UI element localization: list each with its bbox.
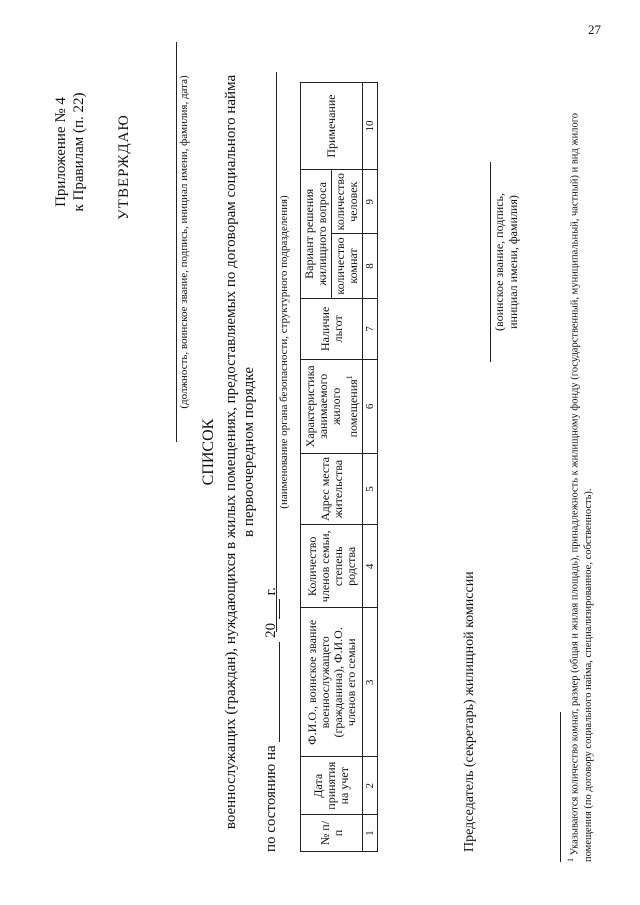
column-number: 5	[363, 453, 378, 525]
commission-chair-label: Председатель (секретарь) жилищной комиссии	[462, 571, 477, 852]
list-title: СПИСОК	[200, 418, 217, 486]
header-address: Адрес места жительства	[301, 453, 363, 525]
header-number: № п/п	[301, 815, 363, 852]
column-number: 10	[363, 83, 378, 170]
list-subtitle-line-1: военнослужащих (граждан), нуждающихся в жилых помещениях, предоставляемых по договорам социального найма	[223, 74, 239, 830]
header-note: Примечание	[301, 83, 363, 170]
header-persons-count: количество человек	[332, 170, 363, 234]
approve-heading: УТВЕРЖДАЮ	[116, 114, 132, 220]
footnote-number: 1	[566, 858, 575, 862]
footnote	[564, 82, 595, 862]
date-blank-line	[262, 642, 280, 742]
appendix-line-1: Приложение № 4	[53, 97, 69, 207]
footnote-marker: 1	[344, 375, 354, 380]
date-suffix: г.	[263, 587, 279, 596]
header-housing-solution: Вариант решения жилищного вопроса	[301, 170, 332, 299]
column-number: 8	[363, 234, 378, 298]
header-full-name: Ф.И.О., воинское звание военнослужащего (гражданина), Ф.И.О. членов его семьи	[301, 608, 363, 757]
column-number: 3	[363, 608, 378, 757]
header-family-members: Количество членов семьи, степень родства	[301, 525, 363, 608]
date-prefix: по состоянию на	[263, 745, 279, 852]
org-caption: (наименование органа безопасности, структурного подразделения)	[276, 72, 290, 632]
footnote-divider	[560, 712, 561, 862]
column-number: 6	[363, 360, 378, 454]
chair-caption-line-2: инициал имени, фамилия)	[506, 195, 520, 329]
header-benefits: Наличие льгот	[301, 298, 363, 359]
header-rooms-count: количество комнат	[332, 234, 363, 298]
column-number: 1	[363, 815, 378, 852]
footnote-text: Указываются количество комнат, размер (общая и жилая площадь), принадлежность к жилищному фонду (государственный, муниципальный, частный) и вид жилого помещения (по договору социального найма, специализированное, собственность).	[569, 112, 594, 862]
header-housing-characteristics: Характеристика занимаемого жилого помещения$^1$	[301, 360, 363, 454]
appendix-line-2: к Правилам (п. 22)	[71, 92, 87, 212]
column-number: 4	[363, 525, 378, 608]
approve-signature-caption: (должность, воинское звание, подпись, инициал имени, фамилия, дата)	[176, 42, 190, 442]
column-number: 2	[363, 757, 378, 815]
list-subtitle-line-2: в первоочередном порядке	[241, 366, 257, 538]
header-registration-date: Дата принятия на учет	[301, 757, 363, 815]
chair-caption-line-1: (воинское звание, подпись,	[492, 193, 506, 332]
appendix-block	[52, 42, 88, 262]
date-year: 20	[263, 622, 279, 638]
column-number: 7	[363, 298, 378, 359]
page-number: 27	[588, 22, 601, 37]
document-sheet	[50, 22, 610, 882]
column-numbers-row	[363, 83, 378, 852]
column-number: 9	[363, 170, 378, 234]
applicants-table	[300, 82, 378, 852]
chair-signature-caption	[490, 162, 520, 362]
